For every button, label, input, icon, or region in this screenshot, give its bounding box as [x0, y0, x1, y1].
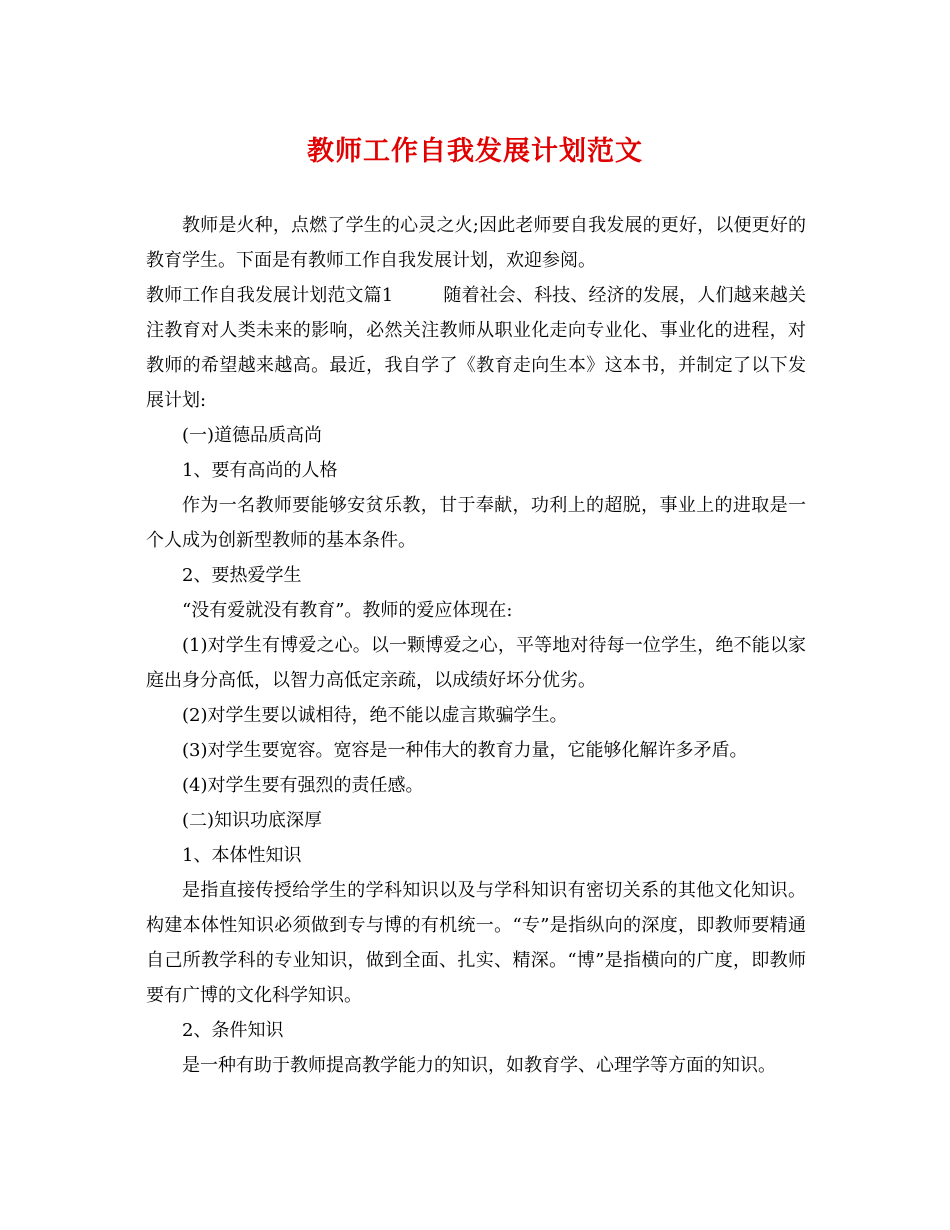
paragraph-conditional-knowledge: 是一种有助于教师提高教学能力的知识，如教育学、心理学等方面的知识。 [182, 1055, 776, 1076]
list-item-1: (1)对学生有博爱之心。以一颗博爱之心，平等地对待每一位学生，绝不能以家庭出身分高低，以智力高低定亲疏，以成绩好坏分优劣。 [146, 635, 806, 691]
list-item-3: (3)对学生要宽容。宽容是一种伟大的教育力量，它能够化解许多矛盾。 [182, 740, 748, 761]
intro-paragraph: 教师是火种，点燃了学生的心灵之火;因此老师要自我发展的更好，以便更好的教育学生。下面是有教师工作自我发展计划，欢迎参阅。 [146, 215, 806, 271]
subheading-ontological-knowledge: 1、本体性知识 [182, 845, 302, 866]
list-item-2: (2)对学生要以诚相待，绝不能以虚言欺骗学生。 [182, 705, 568, 726]
paragraph-love-quote: “没有爱就没有教育”。教师的爱应体现在: [182, 600, 513, 621]
document-title: 教师工作自我发展计划范文 [307, 136, 643, 167]
subheading-personality: 1、要有高尚的人格 [182, 460, 338, 481]
paragraph-ontological-knowledge: 是指直接传授给学生的学科知识以及与学科知识有密切关系的其他文化知识。构建本体性知识必须做到专与博的有机统一。“专”是指纵向的深度，即教师要精通自己所教学科的专业知识，做到全面、扎实、精深。“博”是指横向的广度，即教师要有广博的文化科学知识。 [146, 880, 806, 1006]
paragraph-personality: 作为一名教师要能够安贫乐教，甘于奉献，功利上的超脱，事业上的进取是一个人成为创新型教师的基本条件。 [146, 495, 806, 551]
section-paragraph [146, 278, 806, 418]
subheading-love-students: 2、要热爱学生 [182, 565, 302, 586]
section-heading: 教师工作自我发展计划范文篇1 [146, 285, 394, 306]
section-text: 随着社会、科技、经济的发展，人们越来越关注教育对人类未来的影响，必然关注教师从职业化走向专业化、事业化的进程，对教师的希望越来越高。最近，我自学了《教育走向生本》这本书，并制定了以下发展计划: [146, 285, 807, 411]
heading-moral: (一)道德品质高尚 [182, 425, 323, 446]
subheading-conditional-knowledge: 2、条件知识 [182, 1020, 284, 1041]
heading-knowledge: (二)知识功底深厚 [182, 810, 323, 831]
document-body [146, 208, 806, 1083]
list-item-4: (4)对学生要有强烈的责任感。 [182, 775, 424, 796]
